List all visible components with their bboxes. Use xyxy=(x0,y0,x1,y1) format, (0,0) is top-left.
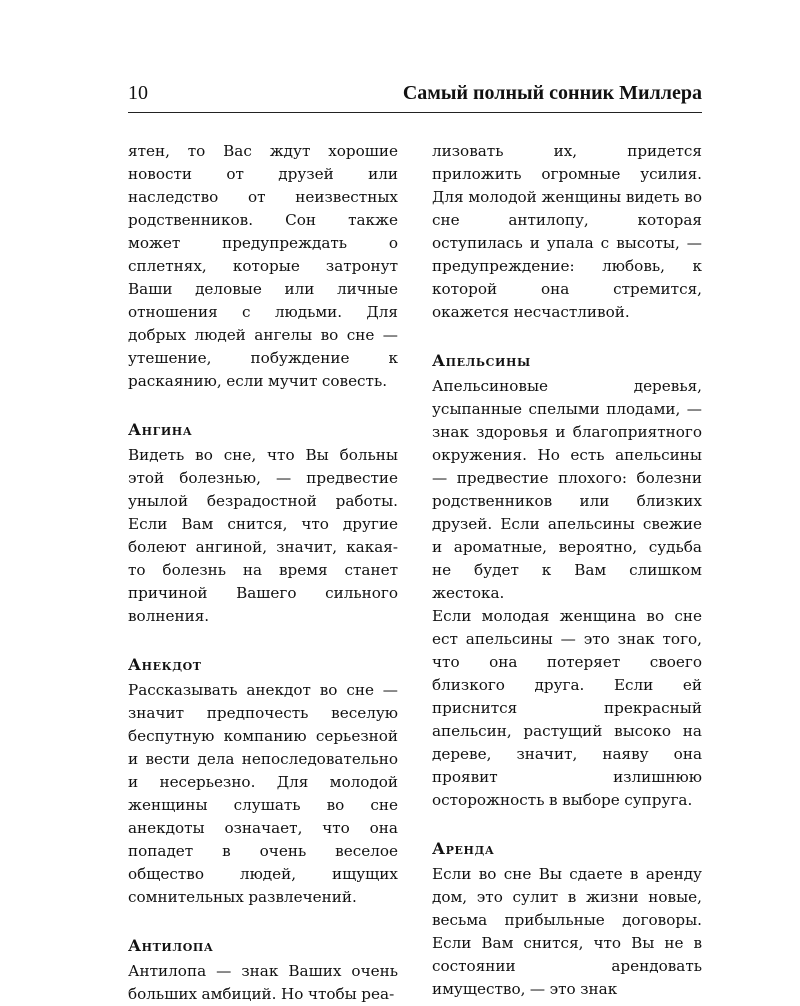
entry-text: Рассказывать анекдот во сне — значит предпочесть веселую беспутную компанию серьезной и вести дела непоследовательно и несерьезно. Для молодой женщины слушать во сне анекдоты означает, что она попадет в очень веселое общество людей, ищущих сомнительных развлечений. xyxy=(128,681,398,906)
running-title: Самый полный сонник Миллера xyxy=(402,82,702,104)
entry-title: Анекдот xyxy=(128,655,202,674)
entry-apelsiny xyxy=(432,350,702,812)
entry-title: Ангина xyxy=(128,420,193,439)
entry-text: Антилопа — знак Ваших очень больших амбиций. Но чтобы реа- xyxy=(128,962,398,1003)
entry-anekdot xyxy=(128,654,398,909)
right-column xyxy=(432,140,702,1001)
entry-title: Апельсины xyxy=(432,351,531,370)
entry-angina xyxy=(128,419,398,628)
entry-text-second-paragraph: Если молодая женщина во сне ест апельсины — это знак того, что она потеряет своего близкого друга. Если ей приснится прекрасный апельсин, растущий высоко на дереве, значит, наяву она проявит излишнюю осторожность в выборе супруга. xyxy=(432,607,702,809)
left-column xyxy=(128,140,398,1006)
entry-arenda xyxy=(432,838,702,1001)
entry-antilopa xyxy=(128,935,398,1006)
entry-title: Антилопа xyxy=(128,936,214,955)
entry-title: Аренда xyxy=(432,839,495,858)
entry-text: Видеть во сне, что Вы больны этой болезнью, — предвестие унылой безрадостной работы. Если Вам снится, что другие болеют ангиной, значит, какая-то болезнь на время станет причиной Вашего сильного волнения. xyxy=(128,446,398,625)
entry-text: Апельсиновые деревья, усыпанные спелыми плодами, — знак здоровья и благоприятного окружения. Но есть апельсины — предвестие плохого: болезни родственников или близких друзей. Если апельсины свежие и ароматные, вероятно, судьба не будет к Вам слишком жестока. xyxy=(432,377,702,602)
entry-text: Если во сне Вы сдаете в аренду дом, это сулит в жизни новые, весьма прибыльные договоры. Если Вам снится, что Вы не в состоянии арендовать имущество, — это знак xyxy=(432,865,702,998)
continued-paragraph: ятен, то Вас ждут хорошие новости от друзей или наследство от неизвестных родственников. Сон также может предупреждать о сплетнях, которые затронут Ваши деловые или личные отношения с людьми. Для добрых людей ангелы во сне — утешение, побуждение к раскаянию, если мучит совесть. xyxy=(128,142,398,390)
page-number: 10 xyxy=(128,82,148,104)
continued-paragraph: лизовать их, придется приложить огромные усилия. Для молодой женщины видеть во сне антилопу, которая оступилась и упала с высоты, — предупреждение: любовь, к которой она стремится, окажется несчастливой. xyxy=(432,142,702,321)
page-header xyxy=(128,80,702,113)
